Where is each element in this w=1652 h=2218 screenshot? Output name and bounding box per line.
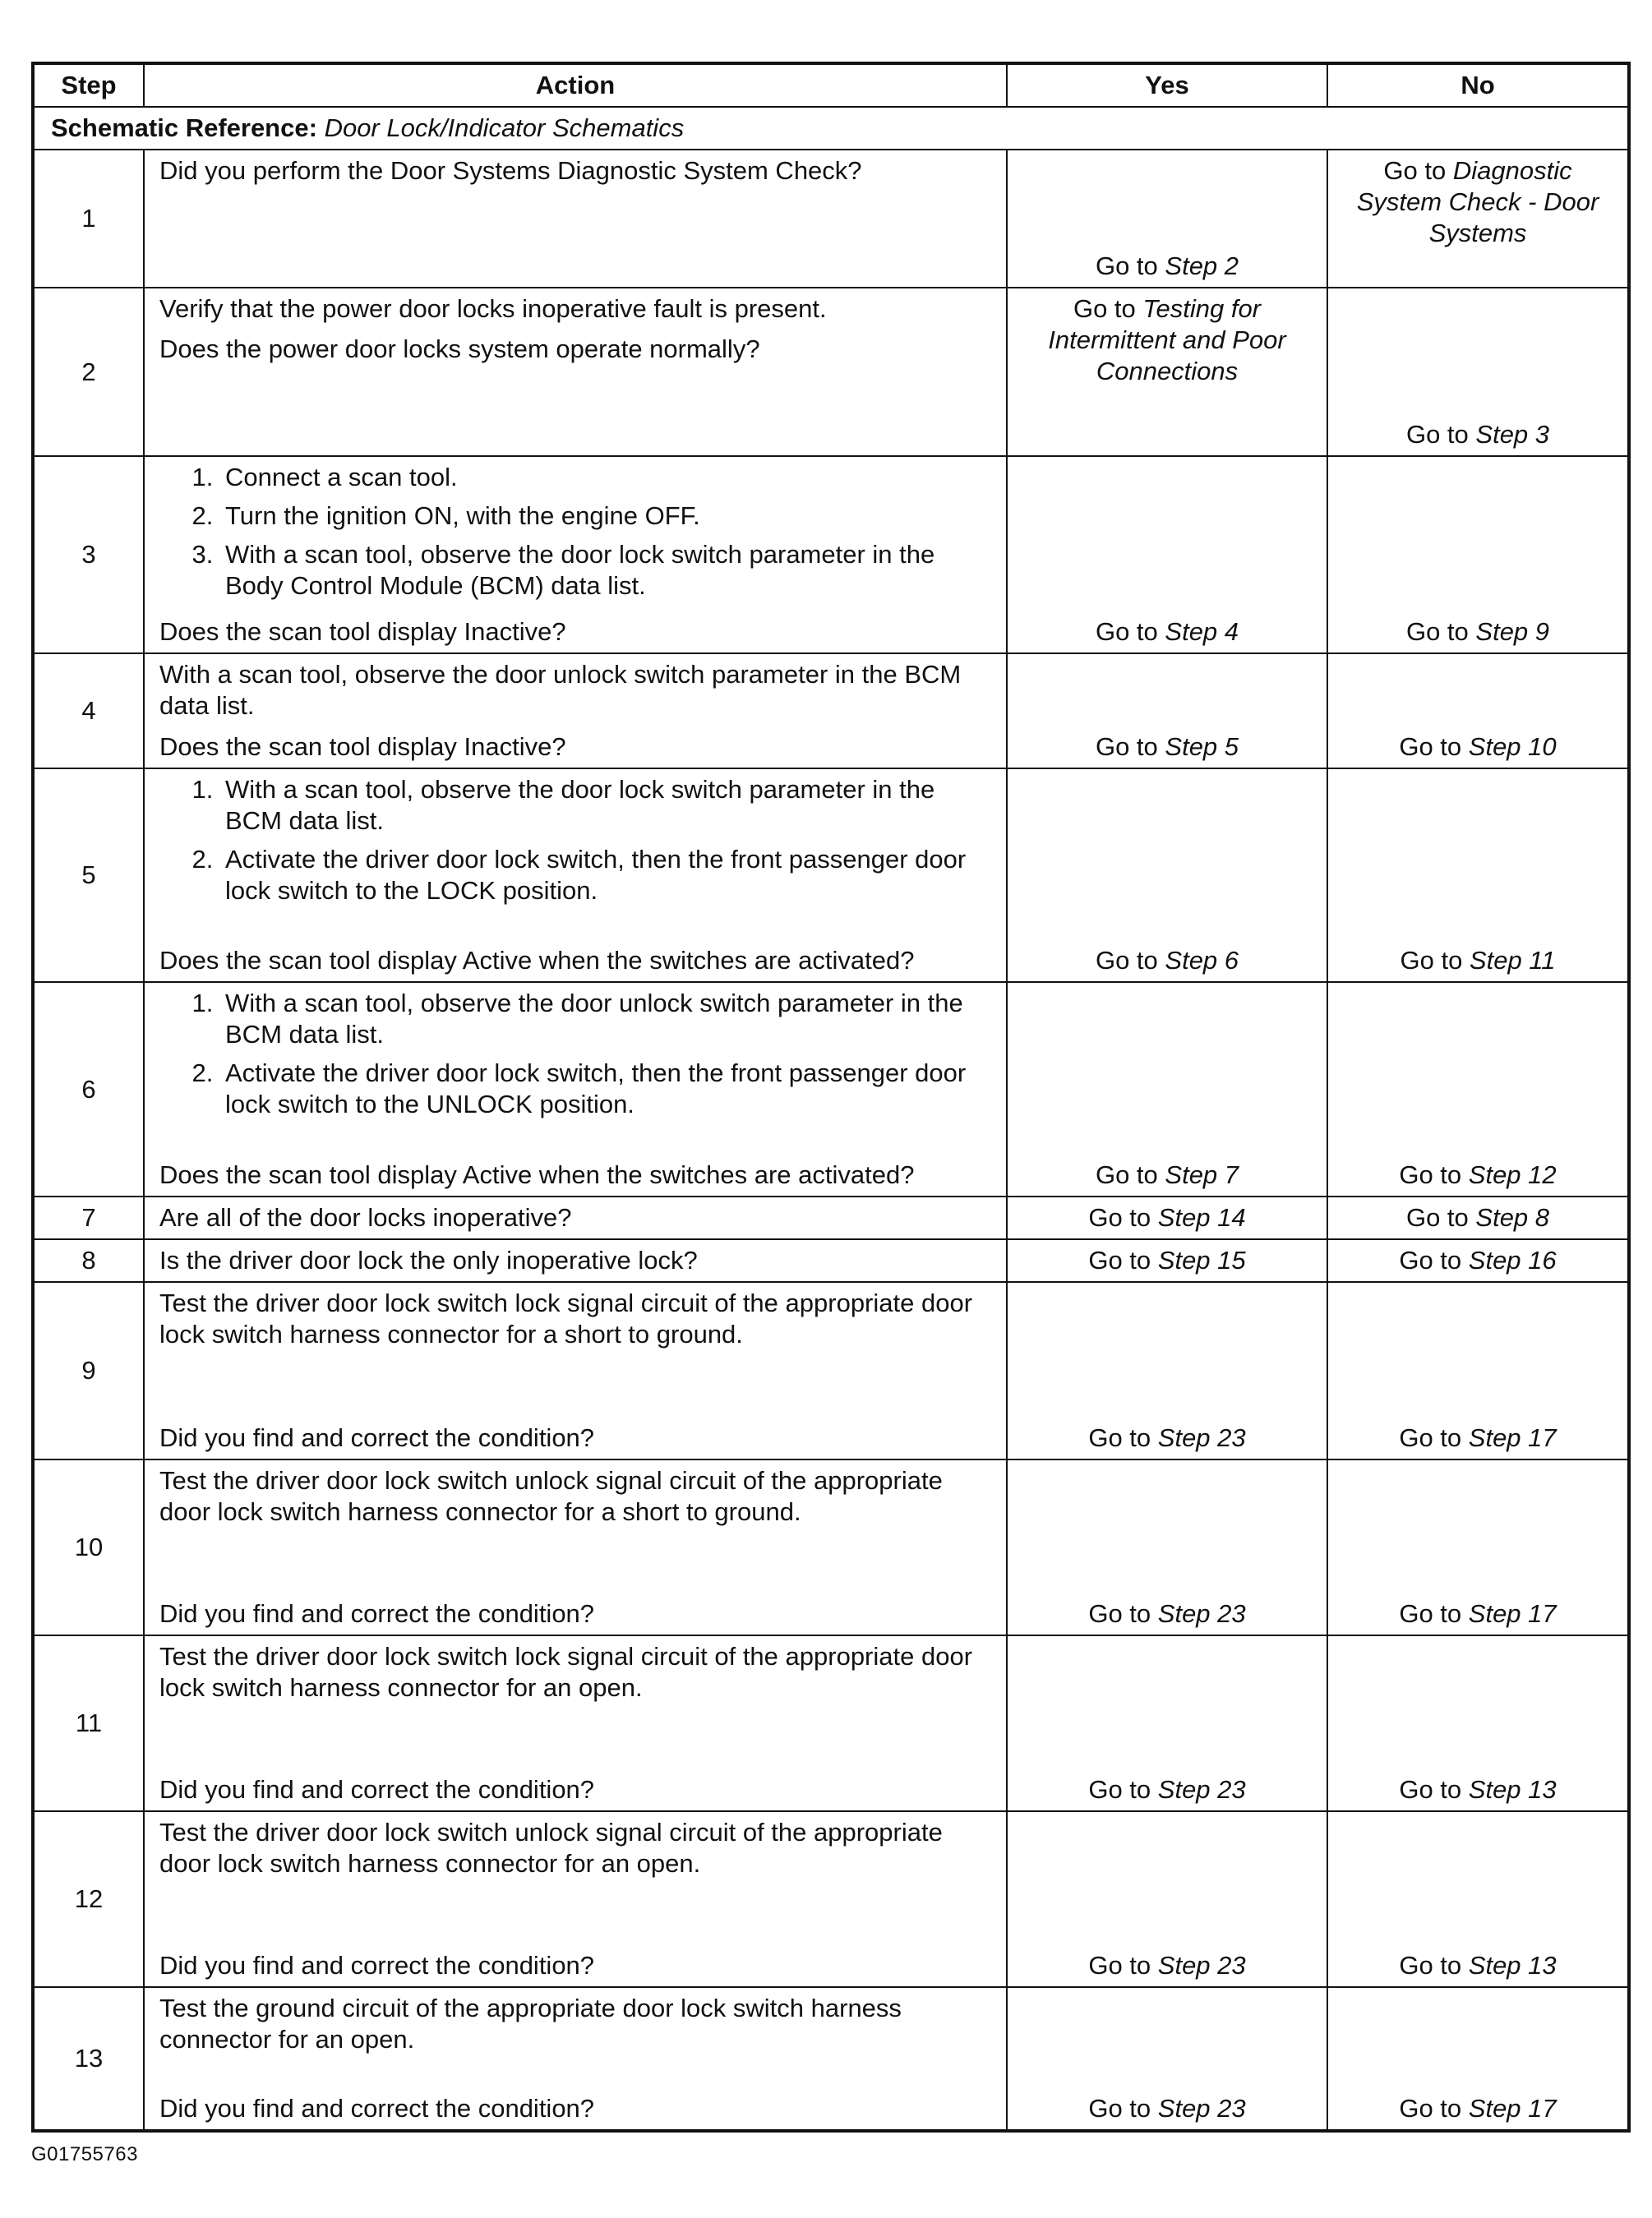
action-step-item: 2. Turn the ignition ON, with the engine OFF. bbox=[220, 500, 994, 532]
go-to-text: Go to bbox=[1095, 732, 1165, 761]
action-cell bbox=[144, 1811, 1007, 1987]
no-cell-ref[interactable] bbox=[1399, 1951, 1556, 1980]
ref-text: Step 7 bbox=[1165, 1160, 1239, 1189]
go-to-text: Go to bbox=[1088, 2094, 1158, 2123]
action-question: Did you find and correct the condition? bbox=[159, 2094, 595, 2123]
ref-text: Step 15 bbox=[1157, 1246, 1246, 1275]
yes-cell-ref[interactable] bbox=[1088, 1203, 1245, 1232]
ref-text: Step 13 bbox=[1468, 1951, 1557, 1980]
step-number: 1 bbox=[33, 150, 144, 288]
action-step-list bbox=[159, 774, 994, 906]
table-row bbox=[33, 288, 1629, 456]
ref-text: Step 23 bbox=[1157, 1423, 1246, 1452]
action-step-item: 2. Activate the driver door lock switch, then the front passenger door lock switch to the LOCK position. bbox=[220, 844, 994, 906]
no-cell bbox=[1327, 1282, 1629, 1459]
yes-cell-ref[interactable] bbox=[1088, 1775, 1245, 1804]
action-content bbox=[159, 462, 994, 648]
ref-text: Step 4 bbox=[1165, 617, 1239, 646]
yes-cell bbox=[1007, 1811, 1327, 1987]
yes-cell-ref[interactable] bbox=[1088, 1599, 1245, 1628]
yes-cell-ref[interactable] bbox=[1088, 2094, 1245, 2123]
action-instructions bbox=[159, 1993, 994, 2055]
no-cell-ref[interactable] bbox=[1399, 2094, 1556, 2123]
action-question: Did you find and correct the condition? bbox=[159, 1775, 595, 1804]
no-cell-ref[interactable] bbox=[1406, 1203, 1549, 1232]
action-cell bbox=[144, 1635, 1007, 1811]
yes-cell bbox=[1007, 768, 1327, 982]
action-step-item: 3. With a scan tool, observe the door lock switch parameter in the Body Control Module (BCM) data list. bbox=[220, 539, 994, 602]
step-number: 5 bbox=[33, 768, 144, 982]
no-cell-ref[interactable] bbox=[1406, 617, 1549, 646]
ref-text: System Check - Door bbox=[1356, 187, 1599, 216]
no-cell-ref[interactable] bbox=[1400, 946, 1555, 975]
ref-text: Step 23 bbox=[1157, 2094, 1246, 2123]
action-instructions bbox=[159, 1465, 994, 1528]
step-number: 11 bbox=[33, 1635, 144, 1811]
yes-cell bbox=[1007, 1197, 1327, 1239]
step-number: 10 bbox=[33, 1459, 144, 1635]
figure-id: G01755763 bbox=[31, 2143, 138, 2165]
action-step-item: 1. With a scan tool, observe the door unlock switch parameter in the BCM data list. bbox=[220, 988, 994, 1050]
go-to-text: Go to bbox=[1088, 1423, 1158, 1452]
diagnostic-table-container bbox=[31, 62, 1627, 2133]
action-cell bbox=[144, 1282, 1007, 1459]
step-number: 4 bbox=[33, 653, 144, 768]
table-row bbox=[33, 982, 1629, 1197]
no-cell-ref[interactable] bbox=[1406, 420, 1549, 449]
action-content bbox=[159, 1817, 994, 1981]
schematic-reference bbox=[33, 107, 1629, 150]
header-yes: Yes bbox=[1007, 63, 1327, 107]
no-cell bbox=[1327, 288, 1629, 456]
yes-cell-ref[interactable] bbox=[1096, 732, 1239, 761]
ref-text: Testing for bbox=[1142, 294, 1262, 323]
go-to-text: Go to bbox=[1095, 946, 1165, 975]
schematic-reference-label: Schematic Reference: bbox=[51, 113, 317, 142]
no-cell bbox=[1327, 456, 1629, 653]
action-instructions bbox=[159, 1202, 994, 1234]
ref-text: Step 13 bbox=[1468, 1775, 1557, 1804]
action-step-item: 1. Connect a scan tool. bbox=[220, 462, 994, 493]
action-text: Test the ground circuit of the appropriate door lock switch harness connector for an open. bbox=[159, 1994, 902, 2054]
no-cell-ref[interactable] bbox=[1399, 1160, 1556, 1189]
go-to-text: Go to bbox=[1088, 1203, 1158, 1232]
no-cell bbox=[1327, 768, 1629, 982]
ref-text: Step 6 bbox=[1165, 946, 1239, 975]
step-number: 9 bbox=[33, 1282, 144, 1459]
table-row bbox=[33, 456, 1629, 653]
ref-text: Step 14 bbox=[1157, 1203, 1246, 1232]
action-instructions bbox=[159, 774, 994, 915]
action-content bbox=[159, 1993, 994, 2124]
action-instructions bbox=[159, 462, 994, 610]
action-text: With a scan tool, observe the door unlock switch parameter in the BCM data list. bbox=[159, 660, 962, 720]
ref-text: Step 17 bbox=[1468, 2094, 1557, 2123]
ref-text: Step 17 bbox=[1468, 1599, 1557, 1628]
action-question: Did you find and correct the condition? bbox=[159, 1423, 595, 1452]
yes-cell bbox=[1007, 653, 1327, 768]
step-number: 7 bbox=[33, 1197, 144, 1239]
yes-cell bbox=[1007, 1635, 1327, 1811]
no-cell-ref[interactable] bbox=[1399, 1775, 1556, 1804]
no-cell-ref[interactable] bbox=[1399, 1423, 1556, 1452]
no-cell bbox=[1327, 1239, 1629, 1282]
action-cell bbox=[144, 1459, 1007, 1635]
header-step: Step bbox=[33, 63, 144, 107]
yes-cell-ref[interactable] bbox=[1096, 946, 1239, 975]
no-cell bbox=[1327, 1459, 1629, 1635]
yes-cell-ref[interactable] bbox=[1096, 1160, 1239, 1189]
action-content bbox=[159, 1202, 994, 1234]
go-to-text: Go to bbox=[1383, 156, 1453, 185]
table-row bbox=[33, 1811, 1629, 1987]
step-number: 2 bbox=[33, 288, 144, 456]
action-instructions bbox=[159, 1288, 994, 1350]
table-row bbox=[33, 1459, 1629, 1635]
action-step-item: 2. Activate the driver door lock switch, then the front passenger door lock switch to the UNLOCK position. bbox=[220, 1058, 994, 1120]
header-no: No bbox=[1327, 63, 1629, 107]
action-cell bbox=[144, 982, 1007, 1197]
action-text: Verify that the power door locks inoperative fault is present. bbox=[159, 294, 827, 323]
go-to-text: Go to bbox=[1088, 1951, 1158, 1980]
go-to-text: Go to bbox=[1088, 1246, 1158, 1275]
no-cell-ref[interactable] bbox=[1399, 1246, 1556, 1275]
action-instructions bbox=[159, 293, 994, 365]
action-question: Does the scan tool display Inactive? bbox=[159, 617, 566, 646]
yes-cell bbox=[1007, 150, 1327, 288]
ref-text: Step 2 bbox=[1165, 251, 1239, 280]
action-text: Did you perform the Door Systems Diagnostic System Check? bbox=[159, 156, 862, 185]
action-text: Is the driver door lock the only inoperative lock? bbox=[159, 1246, 698, 1275]
table-row bbox=[33, 1197, 1629, 1239]
ref-text: Step 12 bbox=[1468, 1160, 1557, 1189]
action-content bbox=[159, 1288, 994, 1454]
action-instructions bbox=[159, 155, 994, 187]
action-content bbox=[159, 774, 994, 976]
action-content bbox=[159, 659, 994, 763]
action-cell bbox=[144, 1239, 1007, 1282]
step-number: 13 bbox=[33, 1987, 144, 2131]
action-question: Does the scan tool display Active when the switches are activated? bbox=[159, 946, 915, 975]
no-cell bbox=[1327, 150, 1629, 288]
go-to-text: Go to bbox=[1399, 1951, 1469, 1980]
action-instructions bbox=[159, 1641, 994, 1704]
yes-cell-ref[interactable] bbox=[1096, 251, 1239, 280]
action-step-list bbox=[159, 462, 994, 602]
ref-text: Step 9 bbox=[1475, 617, 1550, 646]
go-to-text: Go to bbox=[1399, 1160, 1469, 1189]
action-cell bbox=[144, 653, 1007, 768]
action-question: Does the scan tool display Inactive? bbox=[159, 732, 566, 761]
action-content bbox=[159, 293, 994, 450]
yes-cell bbox=[1007, 1459, 1327, 1635]
action-question: Did you find and correct the condition? bbox=[159, 1951, 595, 1980]
action-text: Test the driver door lock switch unlock signal circuit of the appropriate door lock switch harness connector for an open. bbox=[159, 1818, 943, 1878]
action-text: Test the driver door lock switch unlock signal circuit of the appropriate door lock switch harness connector for a short to ground. bbox=[159, 1466, 943, 1526]
ref-text: Intermittent and Poor bbox=[1048, 325, 1286, 354]
action-question: Did you find and correct the condition? bbox=[159, 1599, 595, 1628]
action-step-item: 1. With a scan tool, observe the door lock switch parameter in the BCM data list. bbox=[220, 774, 994, 837]
yes-cell-ref[interactable] bbox=[1096, 617, 1239, 646]
go-to-text: Go to bbox=[1405, 617, 1476, 646]
step-number: 8 bbox=[33, 1239, 144, 1282]
action-content bbox=[159, 988, 994, 1191]
action-instructions bbox=[159, 1817, 994, 1879]
action-cell bbox=[144, 1197, 1007, 1239]
table-row bbox=[33, 1635, 1629, 1811]
ref-text: Step 5 bbox=[1165, 732, 1239, 761]
step-number: 12 bbox=[33, 1811, 144, 1987]
ref-text: Step 8 bbox=[1475, 1203, 1550, 1232]
no-cell bbox=[1327, 1197, 1629, 1239]
yes-cell bbox=[1007, 982, 1327, 1197]
yes-cell bbox=[1007, 288, 1327, 456]
action-cell bbox=[144, 1987, 1007, 2131]
go-to-text: Go to bbox=[1095, 1160, 1165, 1189]
ref-text: Connections bbox=[1096, 357, 1239, 385]
yes-cell bbox=[1007, 1282, 1327, 1459]
action-text: Test the driver door lock switch lock signal circuit of the appropriate door lock switch harness connector for a short to ground. bbox=[159, 1289, 973, 1349]
yes-cell-ref[interactable] bbox=[1088, 1246, 1245, 1275]
table-row bbox=[33, 1987, 1629, 2131]
no-cell bbox=[1327, 653, 1629, 768]
action-question: Does the scan tool display Active when the switches are activated? bbox=[159, 1160, 915, 1189]
go-to-text: Go to bbox=[1095, 251, 1165, 280]
table-row bbox=[33, 1282, 1629, 1459]
action-content bbox=[159, 155, 994, 282]
go-to-text: Go to bbox=[1088, 1775, 1158, 1804]
table-row bbox=[33, 768, 1629, 982]
action-instructions bbox=[159, 988, 994, 1128]
no-cell bbox=[1327, 1811, 1629, 1987]
go-to-text: Go to bbox=[1399, 2094, 1469, 2123]
ref-text: Step 10 bbox=[1468, 732, 1557, 761]
diagnostic-table bbox=[31, 62, 1631, 2133]
action-text: Are all of the door locks inoperative? bbox=[159, 1203, 572, 1232]
ref-text: Systems bbox=[1428, 219, 1527, 247]
go-to-text: Go to bbox=[1400, 946, 1470, 975]
go-to-text: Go to bbox=[1399, 1775, 1469, 1804]
yes-cell-ref[interactable] bbox=[1048, 294, 1286, 385]
no-cell bbox=[1327, 982, 1629, 1197]
yes-cell-ref[interactable] bbox=[1088, 1423, 1245, 1452]
table-header-row bbox=[33, 63, 1629, 107]
ref-text: Step 23 bbox=[1157, 1775, 1246, 1804]
no-cell-ref[interactable] bbox=[1357, 156, 1599, 247]
step-number: 3 bbox=[33, 456, 144, 653]
go-to-text: Go to bbox=[1405, 1203, 1476, 1232]
no-cell-ref[interactable] bbox=[1399, 1599, 1556, 1628]
yes-cell bbox=[1007, 1239, 1327, 1282]
action-text: Test the driver door lock switch lock signal circuit of the appropriate door lock switch harness connector for an open. bbox=[159, 1642, 973, 1702]
go-to-text: Go to bbox=[1399, 1246, 1469, 1275]
ref-text: Step 17 bbox=[1468, 1423, 1557, 1452]
yes-cell bbox=[1007, 456, 1327, 653]
ref-text: Step 11 bbox=[1469, 946, 1556, 975]
go-to-text: Go to bbox=[1095, 617, 1165, 646]
no-cell-ref[interactable] bbox=[1399, 732, 1556, 761]
action-cell bbox=[144, 456, 1007, 653]
action-cell bbox=[144, 768, 1007, 982]
ref-text: Diagnostic bbox=[1452, 156, 1572, 185]
no-cell bbox=[1327, 1987, 1629, 2131]
go-to-text: Go to bbox=[1399, 1423, 1469, 1452]
table-row bbox=[33, 150, 1629, 288]
action-cell bbox=[144, 150, 1007, 288]
go-to-text: Go to bbox=[1399, 732, 1469, 761]
go-to-text: Go to bbox=[1405, 420, 1476, 449]
go-to-text: Go to bbox=[1073, 294, 1143, 323]
ref-text: Step 23 bbox=[1157, 1599, 1246, 1628]
go-to-text: Go to bbox=[1088, 1599, 1158, 1628]
go-to-text: Go to bbox=[1399, 1599, 1469, 1628]
action-content bbox=[159, 1641, 994, 1805]
action-instructions bbox=[159, 659, 994, 722]
table-row bbox=[33, 1239, 1629, 1282]
action-step-list bbox=[159, 988, 994, 1120]
action-text: Does the power door locks system operate normally? bbox=[159, 334, 760, 363]
step-number: 6 bbox=[33, 982, 144, 1197]
ref-text: Step 3 bbox=[1475, 420, 1550, 449]
header-action: Action bbox=[144, 63, 1007, 107]
ref-text: Step 23 bbox=[1157, 1951, 1246, 1980]
yes-cell-ref[interactable] bbox=[1088, 1951, 1245, 1980]
action-content bbox=[159, 1245, 994, 1276]
schematic-reference-link[interactable]: Door Lock/Indicator Schematics bbox=[324, 113, 685, 142]
action-cell bbox=[144, 288, 1007, 456]
table-row bbox=[33, 653, 1629, 768]
schematic-reference-row bbox=[33, 107, 1629, 150]
yes-cell bbox=[1007, 1987, 1327, 2131]
ref-text: Step 16 bbox=[1468, 1246, 1557, 1275]
action-content bbox=[159, 1465, 994, 1630]
action-instructions bbox=[159, 1245, 994, 1276]
no-cell bbox=[1327, 1635, 1629, 1811]
